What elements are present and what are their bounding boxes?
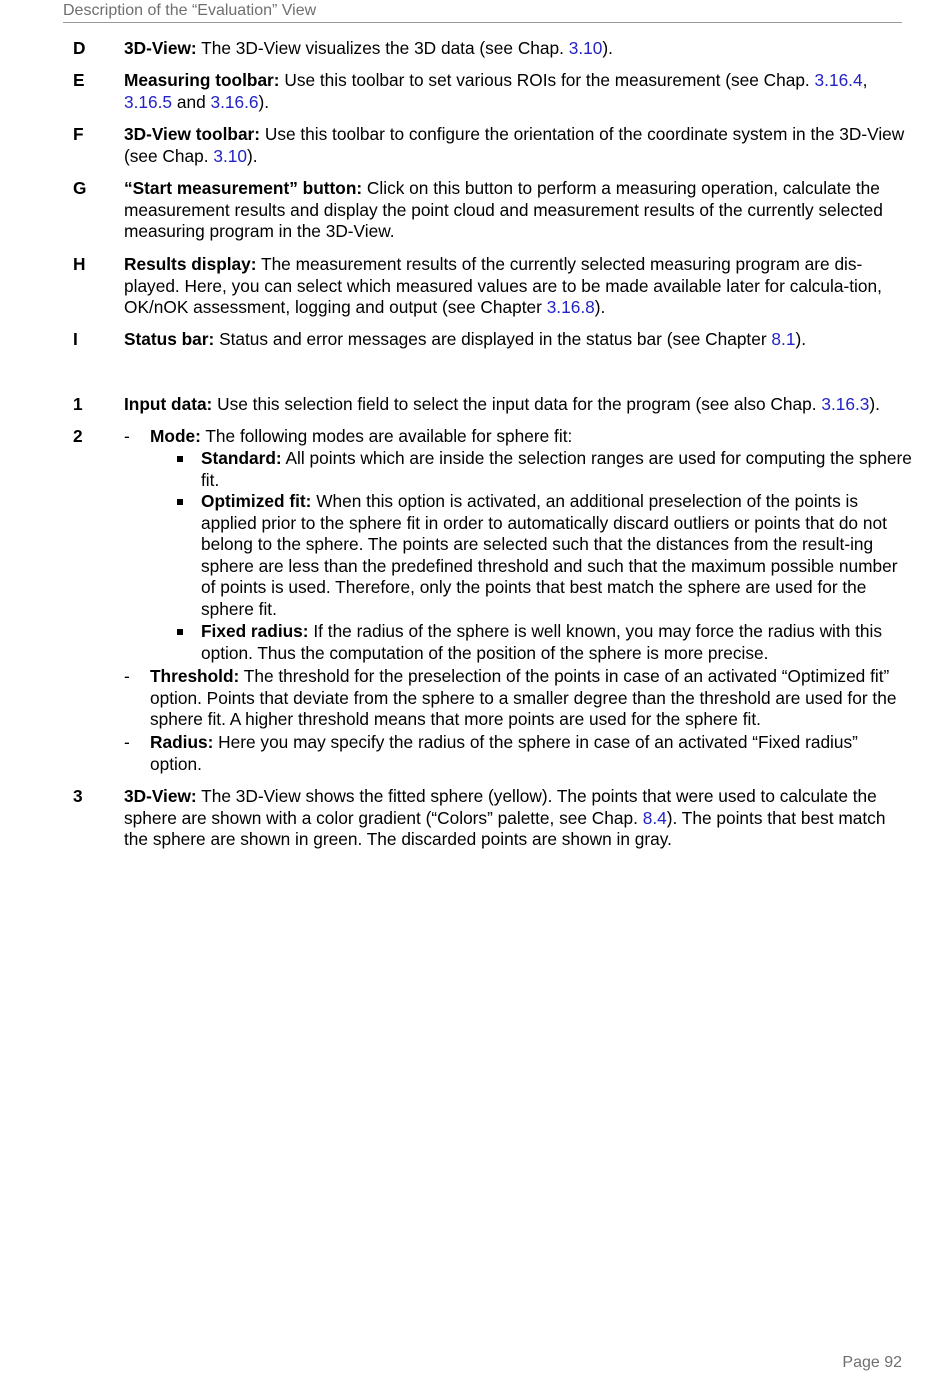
item-term: Standard:: [201, 448, 282, 468]
chapter-link[interactable]: 3.16.4: [814, 70, 863, 90]
square-bullet-icon: [177, 456, 183, 462]
item-term: Measuring toolbar:: [124, 70, 280, 90]
item-body: Status and error messages are displayed in the status bar (see Chapter: [214, 329, 772, 349]
square-bullet-icon: [177, 499, 183, 505]
item-body: ).: [869, 394, 880, 414]
item-key: 3: [73, 786, 83, 806]
item-body: The measurement results of the currently selected measuring program are dis-played. Here, you can select which measured values are to be made available later for calcula-tion, OK/nOK assessment, logging and output (see Chapter: [124, 254, 882, 318]
item-term: 3D-View:: [124, 786, 197, 806]
item-term: Status bar:: [124, 329, 215, 349]
item-key: I: [73, 329, 78, 349]
item-text: [124, 178, 914, 243]
item-key: E: [73, 70, 85, 90]
item-term: Optimized fit:: [201, 491, 312, 511]
item-body: Use this toolbar to configure the orientation of the coordinate system in the 3D-View (see Chap.: [124, 124, 905, 166]
item-term: Input data:: [124, 394, 213, 414]
item-term: 3D-View toolbar:: [124, 124, 261, 144]
dash-bullet: -: [124, 666, 130, 686]
item-body: ).: [246, 145, 258, 166]
item-term: Results display:: [124, 254, 257, 274]
item-body: The 3D-View visualizes the 3D data (see Chap.: [196, 38, 569, 58]
item-body: ). The points that best match the sphere are shown in green. The discarded points are shown in gray.: [124, 807, 886, 850]
chapter-link[interactable]: 3.16.8: [546, 297, 595, 318]
item-body: ).: [795, 329, 806, 349]
mode-text: [150, 426, 914, 448]
square-bullet-icon: [177, 629, 183, 635]
item-body: ).: [258, 91, 270, 112]
item-body: Use this toolbar to set various ROIs for the measurement (see Chap.: [279, 70, 815, 90]
item-term: Mode:: [150, 426, 201, 446]
item-body: If the radius of the sphere is well known, you may force the radius with this option. Thus the computation of the position of the sphere is more precise.: [201, 621, 882, 663]
chapter-link[interactable]: 8.1: [771, 329, 796, 349]
item-body: Click on this button to perform a measuring operation, calculate the measurement results and display the point cloud and measurement results of the currently selected measuring program in the 3D-View.: [124, 178, 883, 242]
item-body: ,: [862, 70, 868, 90]
item-term: Radius:: [150, 732, 214, 752]
mode-text: [201, 491, 914, 621]
item-term: Threshold:: [150, 666, 240, 686]
item-body: Use this selection field to select the input data for the program (see also Chap.: [212, 394, 822, 414]
item-body: The 3D-View shows the fitted sphere (yellow). The points that were used to calculate the sphere are shown with a color gradient (“Colors” palette, see Chap.: [124, 786, 877, 828]
page-header: Description of the “Evaluation” View: [63, 1, 902, 23]
item-body: ).: [594, 297, 606, 318]
item-key: G: [73, 178, 87, 198]
item-body: The threshold for the preselection of the points in case of an activated “Optimized fit” option. Points that deviate from the sphere to a smaller degree than the threshold are used for the sphere fit. A higher threshold means that more points are used for the sphere fit.: [150, 666, 897, 730]
item-key: F: [73, 124, 84, 144]
item-text: [124, 124, 914, 167]
item-body: and: [172, 91, 211, 112]
page-number: Page 92: [842, 1354, 902, 1371]
chapter-link[interactable]: 3.10: [213, 145, 247, 166]
radius-text: [150, 732, 914, 775]
item-body: All points which are inside the selection ranges are used for computing the sphere fit.: [201, 448, 912, 490]
item-body: Here you may specify the radius of the sphere in case of an activated “Fixed radius” option.: [150, 732, 858, 774]
threshold-text: [150, 666, 914, 731]
item-key: 2: [73, 426, 83, 446]
item-text: [124, 254, 914, 319]
dash-bullet: -: [124, 732, 130, 752]
chapter-link[interactable]: 3.10: [568, 38, 603, 58]
item-text: [124, 329, 914, 351]
item-term: Fixed radius:: [201, 621, 309, 641]
item-text: [124, 786, 914, 851]
item-body: The following modes are available for sphere fit:: [200, 426, 573, 446]
chapter-link[interactable]: 3.16.5: [124, 91, 173, 112]
chapter-link[interactable]: 8.4: [642, 807, 667, 828]
item-key: H: [73, 254, 86, 274]
dash-bullet: -: [124, 426, 130, 446]
chapter-link[interactable]: 3.16.6: [210, 91, 259, 112]
mode-text: [201, 621, 914, 664]
chapter-link[interactable]: 3.16.3: [821, 394, 870, 414]
item-body: When this option is activated, an additional preselection of the points is applied prior to the sphere fit in order to automatically discard outliers or points that do not belong to the sphere. The points are selected such that the distances from the result-ing sphere are less than the predefined threshold and such that the maximum possible number of points is used. Therefore, only the points that best match the sphere are used for the sphere fit.: [201, 491, 898, 619]
item-body: ).: [602, 38, 613, 58]
item-key: D: [73, 38, 86, 58]
item-term: 3D-View:: [124, 38, 197, 58]
item-text: [124, 38, 914, 60]
item-text: [124, 394, 914, 416]
mode-text: [201, 448, 914, 491]
item-key: 1: [73, 394, 83, 414]
item-term: “Start measurement” button:: [124, 178, 363, 198]
item-text: [124, 70, 914, 113]
